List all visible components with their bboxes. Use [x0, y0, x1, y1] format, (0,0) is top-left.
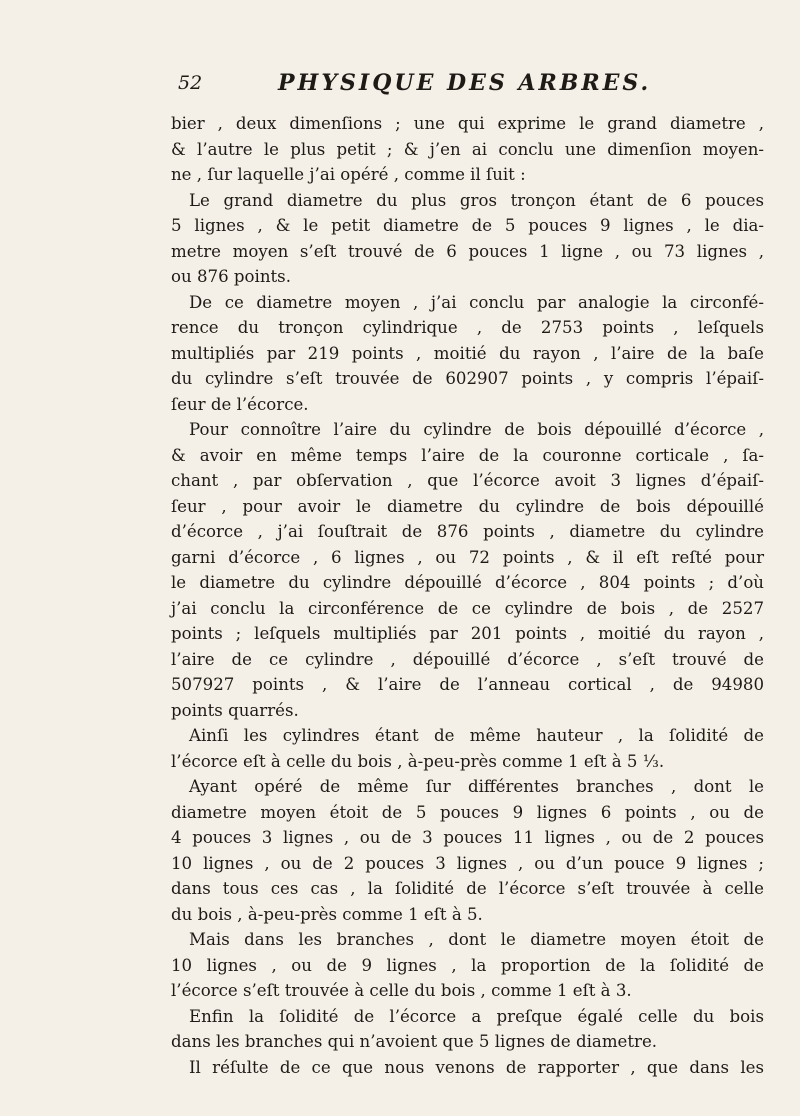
text-line: points quarrés.	[171, 700, 299, 720]
text-line: Le grand diametre du plus gros tronçon étant de 6 pouces	[189, 190, 764, 210]
text-line: d’écorce , j’ai ſouſtrait de 876 points , diametre du cylindre	[171, 522, 764, 541]
text-line: 10 lignes , ou de 9 lignes , la proportion de la ſolidité de	[171, 955, 764, 975]
text-line: bier , deux dimenſions ; une qui exprime le grand diametre ,	[171, 114, 764, 133]
text-line: chant , par obſervation , que l’écorce avoit 3 lignes d’épaiſ-	[171, 471, 764, 490]
text-line: 10 lignes , ou de 2 pouces 3 lignes , ou d’un pouce 9 lignes ;	[171, 853, 764, 873]
text-line: Mais dans les branches , dont le diametre moyen étoit de	[189, 930, 764, 949]
text-line: & avoir en même temps l’aire de la couronne corticale , ſa-	[171, 445, 764, 465]
text-line: 4 pouces 3 lignes , ou de 3 pouces 11 lignes , ou de 2 pouces	[171, 828, 764, 847]
text-line: Enfin la ſolidité de l’écorce a preſque égalé celle du bois	[189, 1006, 764, 1026]
text-line: Ayant opéré de même ſur différentes branches , dont le	[189, 777, 764, 796]
text-line: j’ai conclu la circonférence de ce cylindre de bois , de 2527	[171, 598, 764, 618]
text-line: du bois , à-peu-près comme 1 eſt à 5.	[171, 904, 483, 924]
text-line: metre moyen s’eſt trouvé de 6 pouces 1 ligne , ou 73 lignes ,	[171, 241, 764, 261]
text-line: 507927 points , & l’aire de l’anneau cortical , de 94980	[171, 675, 764, 694]
text-line: Il réſulte de ce que nous venons de rapporter , que dans les	[189, 1057, 764, 1077]
text-line: & l’autre le plus petit ; & j’en ai conclu une dimenſion moyen-	[171, 139, 764, 159]
text-line: multipliés par 219 points , moitié du rayon , l’aire de la baſe	[171, 343, 764, 363]
text-line: points ; leſquels multipliés par 201 points , moitié du rayon ,	[171, 624, 764, 643]
text-line: du cylindre s’eſt trouvée de 602907 points , y compris l’épaiſ-	[171, 369, 764, 388]
text-line: 5 lignes , & le petit diametre de 5 pouces 9 lignes , le dia-	[171, 216, 764, 235]
text-line: dans les branches qui n’avoient que 5 lignes de diametre.	[171, 1032, 658, 1051]
text-line: rence du tronçon cylindrique , de 2753 points , leſquels	[171, 318, 764, 337]
text-line: l’écorce eſt à celle du bois , à-peu-près comme 1 eſt à 5 ⅓.	[171, 751, 665, 771]
page-header	[178, 70, 738, 104]
text-line: ſeur , pour avoir le diametre du cylindre de bois dépouillé	[171, 496, 764, 516]
text-line: ou 876 points.	[171, 267, 291, 286]
text-line: garni d’écorce , 6 lignes , ou 72 points , & il eſt reſté pour	[171, 547, 764, 567]
text-line: le diametre du cylindre dépouillé d’écorce , 804 points ; d’où	[171, 573, 764, 592]
text-line: ne , ſur laquelle j’ai opéré , comme il ſuit :	[171, 165, 526, 184]
text-line: dans tous ces cas , la ſolidité de l’écorce s’eſt trouvée à celle	[171, 879, 764, 898]
text-line: l’aire de ce cylindre , dépouillé d’écorce , s’eſt trouvé de	[171, 649, 764, 669]
text-line: Ainſi les cylindres étant de même hauteur , la ſolidité de	[189, 726, 764, 745]
running-title: PHYSIQUE DES ARBRES.	[278, 70, 652, 96]
text-line: Pour connoître l’aire du cylindre de bois dépouillé d’écorce ,	[189, 420, 764, 439]
text-line: De ce diametre moyen , j’ai conclu par analogie la circonfé-	[189, 292, 764, 312]
text-line: diametre moyen étoit de 5 pouces 9 lignes 6 points , ou de	[171, 802, 764, 822]
text-line: l’écorce s’eſt trouvée à celle du bois , comme 1 eſt à 3.	[171, 981, 632, 1000]
page-number: 52	[178, 72, 203, 94]
body-text	[171, 111, 764, 1080]
text-line: ſeur de l’écorce.	[171, 394, 309, 414]
